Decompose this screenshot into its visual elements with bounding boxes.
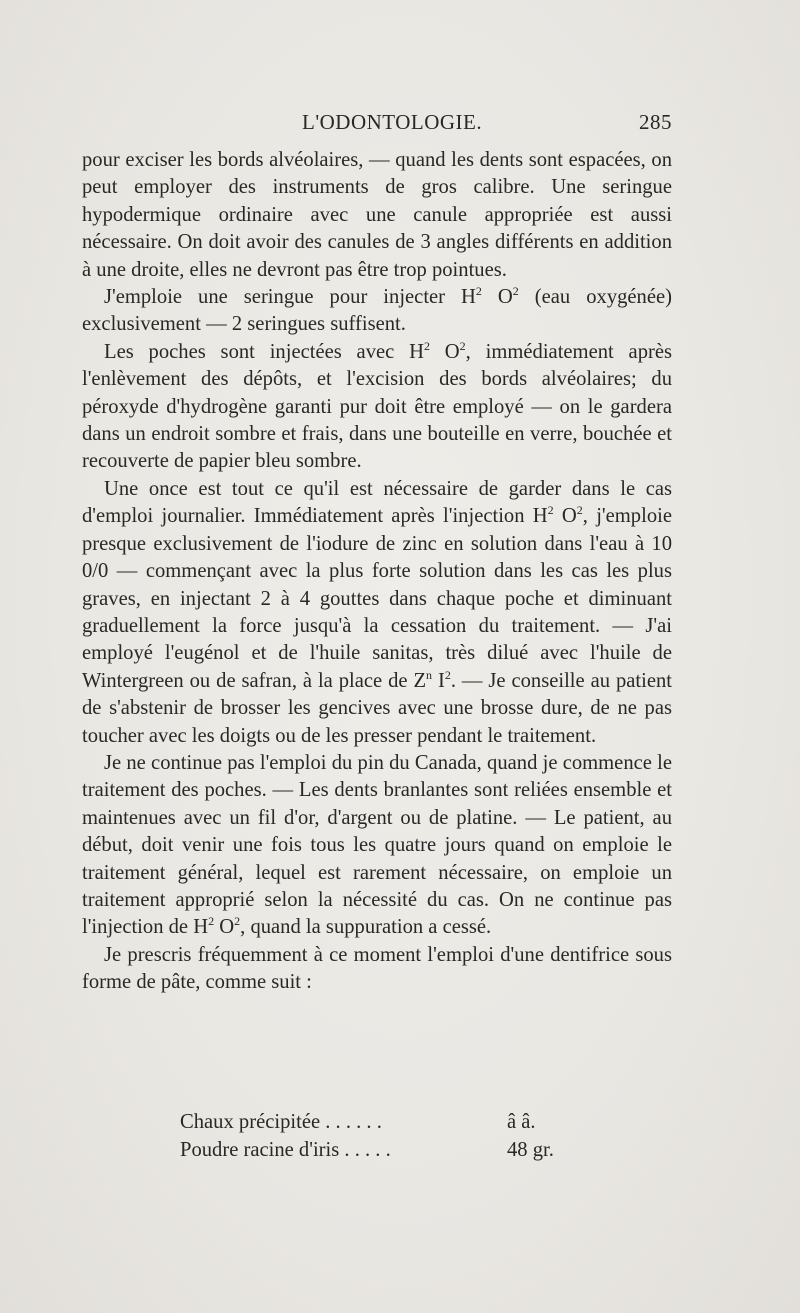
- recipe-quantity: â â.: [507, 1111, 536, 1133]
- text-run: O: [214, 916, 235, 939]
- running-header: [82, 110, 672, 138]
- page-number: 285: [639, 110, 672, 134]
- paragraph: [82, 339, 672, 476]
- superscript: 2: [444, 667, 451, 682]
- text-run: O: [429, 340, 460, 363]
- superscript: 2: [423, 338, 430, 353]
- paragraph: [82, 476, 672, 750]
- recipe-quantity: 48 gr.: [507, 1139, 554, 1161]
- superscript: 2: [512, 284, 519, 299]
- paragraph: [82, 750, 672, 942]
- text-run: (eau oxygénée) exclusivement — 2 seringues suffisent.: [82, 286, 672, 336]
- recipe-ingredient: Poudre racine d'iris . . . . .: [180, 1139, 391, 1161]
- superscript: 2: [475, 284, 482, 299]
- paragraph: [82, 942, 672, 997]
- text-run: Les poches sont injectées avec H: [104, 340, 424, 363]
- text-run: O: [481, 286, 513, 309]
- text-run: , immédiatement après l'enlèvement des dépôts, et l'excision des bords alvéolaires; du péroxyde d'hydrogène garanti pur doit être employé — on le gardera dans un endroit sombre et frais, dans une bouteille en verre, bouchée et recouverte de papier bleu sombre.: [82, 340, 673, 473]
- recipe-row: [180, 1108, 600, 1136]
- text-run: J'emploie une seringue pour injecter H: [104, 286, 476, 309]
- recipe-row: [180, 1136, 600, 1164]
- superscript: n: [426, 667, 433, 682]
- text-run: Je prescris fréquemment à ce moment l'emploi d'une dentifrice sous forme de pâte, comme suit :: [82, 943, 672, 994]
- text-run: . — Je conseille au patient de s'abstenir de brosser les gencives avec une brosse dure, de ne pas toucher avec les doigts ou de les presser pendant le traitement.: [82, 669, 672, 747]
- running-title: L'ODONTOLOGIE.: [302, 110, 483, 134]
- paragraph: [82, 147, 672, 284]
- superscript: 2: [208, 914, 215, 929]
- text-run: , quand la suppuration a cessé.: [240, 916, 492, 939]
- superscript: 2: [576, 503, 583, 518]
- superscript: 2: [459, 338, 466, 353]
- text-run: Je ne continue pas l'emploi du pin du Canada, quand je commence le traitement des poches. — Les dents branlantes sont reliées ensemble et maintenues avec un fil d'or, d'argent ou de platine. — Le patient, au début, doit venir une fois tous les quatre jours quand on emploie le traitement général, lequel est rarement nécessaire, on emploie un traitement approprié selon la nécessité du cas. On ne continue pas l'injection de H: [82, 751, 672, 939]
- superscript: 2: [547, 503, 554, 518]
- superscript: 2: [234, 914, 241, 929]
- text-run: O: [553, 505, 577, 528]
- text-run: , j'emploie presque exclusivement de l'iodure de zinc en solution dans l'eau à 10 0/0 — commençant avec la plus forte solution dans les cas les plus graves, en injectant 2 à 4 gouttes dans chaque poche et diminuant graduellement la force jusqu'à la cessation du traitement. — J'ai employé l'eugénol et de l'huile sanitas, très dilué avec l'huile de Wintergreen ou de safran, à la place de Z: [82, 505, 672, 692]
- body-text: [82, 147, 672, 997]
- paragraph: [82, 284, 672, 339]
- text-run: I: [432, 669, 445, 692]
- text-run: pour exciser les bords alvéolaires, — quand les dents sont espacées, on peut employer des instruments de gros calibre. Une seringue hypodermique ordinaire avec une canule appropriée est aussi nécessaire. On doit avoir des canules de 3 angles différents en addition à une droite, elles ne devront pas être trop pointues.: [82, 149, 672, 281]
- text-run: Une once est tout ce qu'il est nécessaire de garder dans le cas d'emploi journalier. Immédiatement après l'injection H: [82, 477, 672, 528]
- recipe-ingredient: Chaux précipitée . . . . . .: [180, 1111, 382, 1133]
- recipe-list: [180, 1108, 600, 1164]
